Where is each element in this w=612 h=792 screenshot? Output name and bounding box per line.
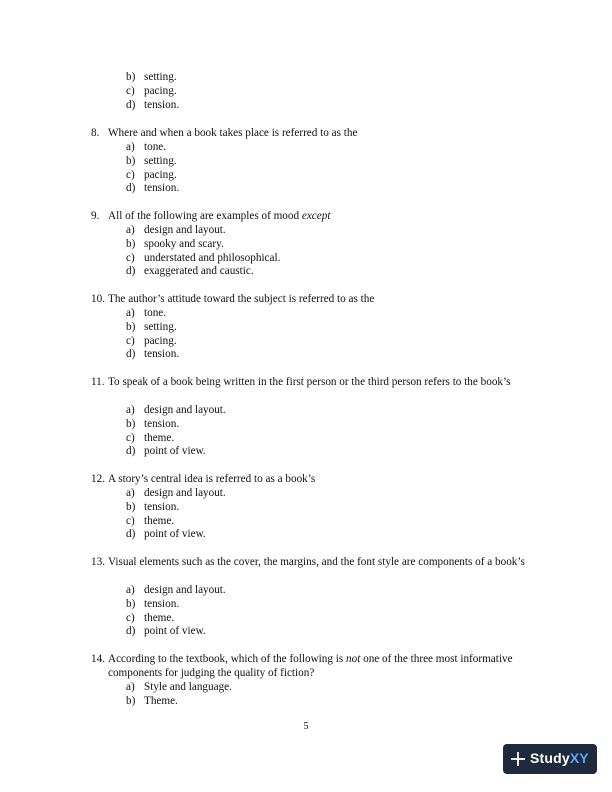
option: d) point of view. — [126, 445, 206, 458]
option: c) theme. — [126, 611, 175, 624]
options — [126, 487, 226, 542]
option: c) understated and philosophical. — [126, 251, 281, 264]
badge-brand-study: Study — [530, 750, 570, 767]
option: d) point of view. — [126, 625, 206, 638]
option: b) tension. — [126, 417, 180, 430]
plus-icon — [511, 752, 525, 766]
option: d) tension. — [126, 182, 180, 195]
option: a) tone. — [126, 307, 167, 319]
option: a) design and layout. — [126, 487, 226, 499]
option: b) setting. — [126, 154, 177, 167]
option: b) tension. — [126, 500, 180, 513]
option: d) tension. — [126, 348, 180, 361]
question-stem: 12. A story’s central idea is referred to as a book’s — [91, 473, 316, 485]
options — [126, 141, 179, 196]
options — [126, 584, 226, 639]
options — [126, 224, 280, 279]
option: d) tension. — [126, 98, 180, 111]
option: b) setting. — [126, 71, 177, 83]
option: b) tension. — [126, 597, 180, 610]
question-stem: 10. The author’s attitude toward the subject is referred to as the — [91, 293, 375, 305]
option: c) theme. — [126, 431, 175, 444]
option: a) Style and language. — [126, 681, 232, 693]
question-stem: 9. All of the following are examples of mood except — [91, 210, 331, 222]
option: c) pacing. — [126, 168, 177, 181]
option: d) exaggerated and caustic. — [126, 265, 254, 278]
option: a) design and layout. — [126, 404, 226, 416]
option: c) theme. — [126, 514, 175, 527]
badge-brand-xy: XY — [569, 750, 589, 767]
option: c) pacing. — [126, 334, 177, 347]
question-stem: 14. According to the textbook, which of the following is not one of the three most informative components for judging the quality of fiction? — [91, 653, 513, 679]
option: b) spooky and scary. — [126, 237, 224, 250]
continued-options — [126, 71, 179, 112]
option: a) design and layout. — [126, 584, 226, 596]
emphasis: not — [346, 653, 361, 665]
studyxy-badge[interactable] — [503, 744, 597, 774]
question-stem: 11. To speak of a book being written in the first person or the third person refers to the book’s — [91, 376, 511, 388]
option: c) pacing. — [126, 84, 177, 97]
option: a) design and layout. — [126, 224, 226, 236]
options — [126, 404, 226, 459]
question-stem: 13. Visual elements such as the cover, the margins, and the font style are components of a book’s — [91, 556, 525, 568]
question-stem: 8. Where and when a book takes place is referred to as the — [91, 127, 358, 139]
options — [126, 681, 232, 709]
page-number: 5 — [303, 721, 309, 732]
options — [126, 307, 179, 362]
option: b) setting. — [126, 320, 177, 333]
emphasis: except — [301, 210, 331, 222]
option: d) point of view. — [126, 528, 206, 541]
option: a) tone. — [126, 141, 167, 153]
option: b) Theme. — [126, 694, 178, 707]
